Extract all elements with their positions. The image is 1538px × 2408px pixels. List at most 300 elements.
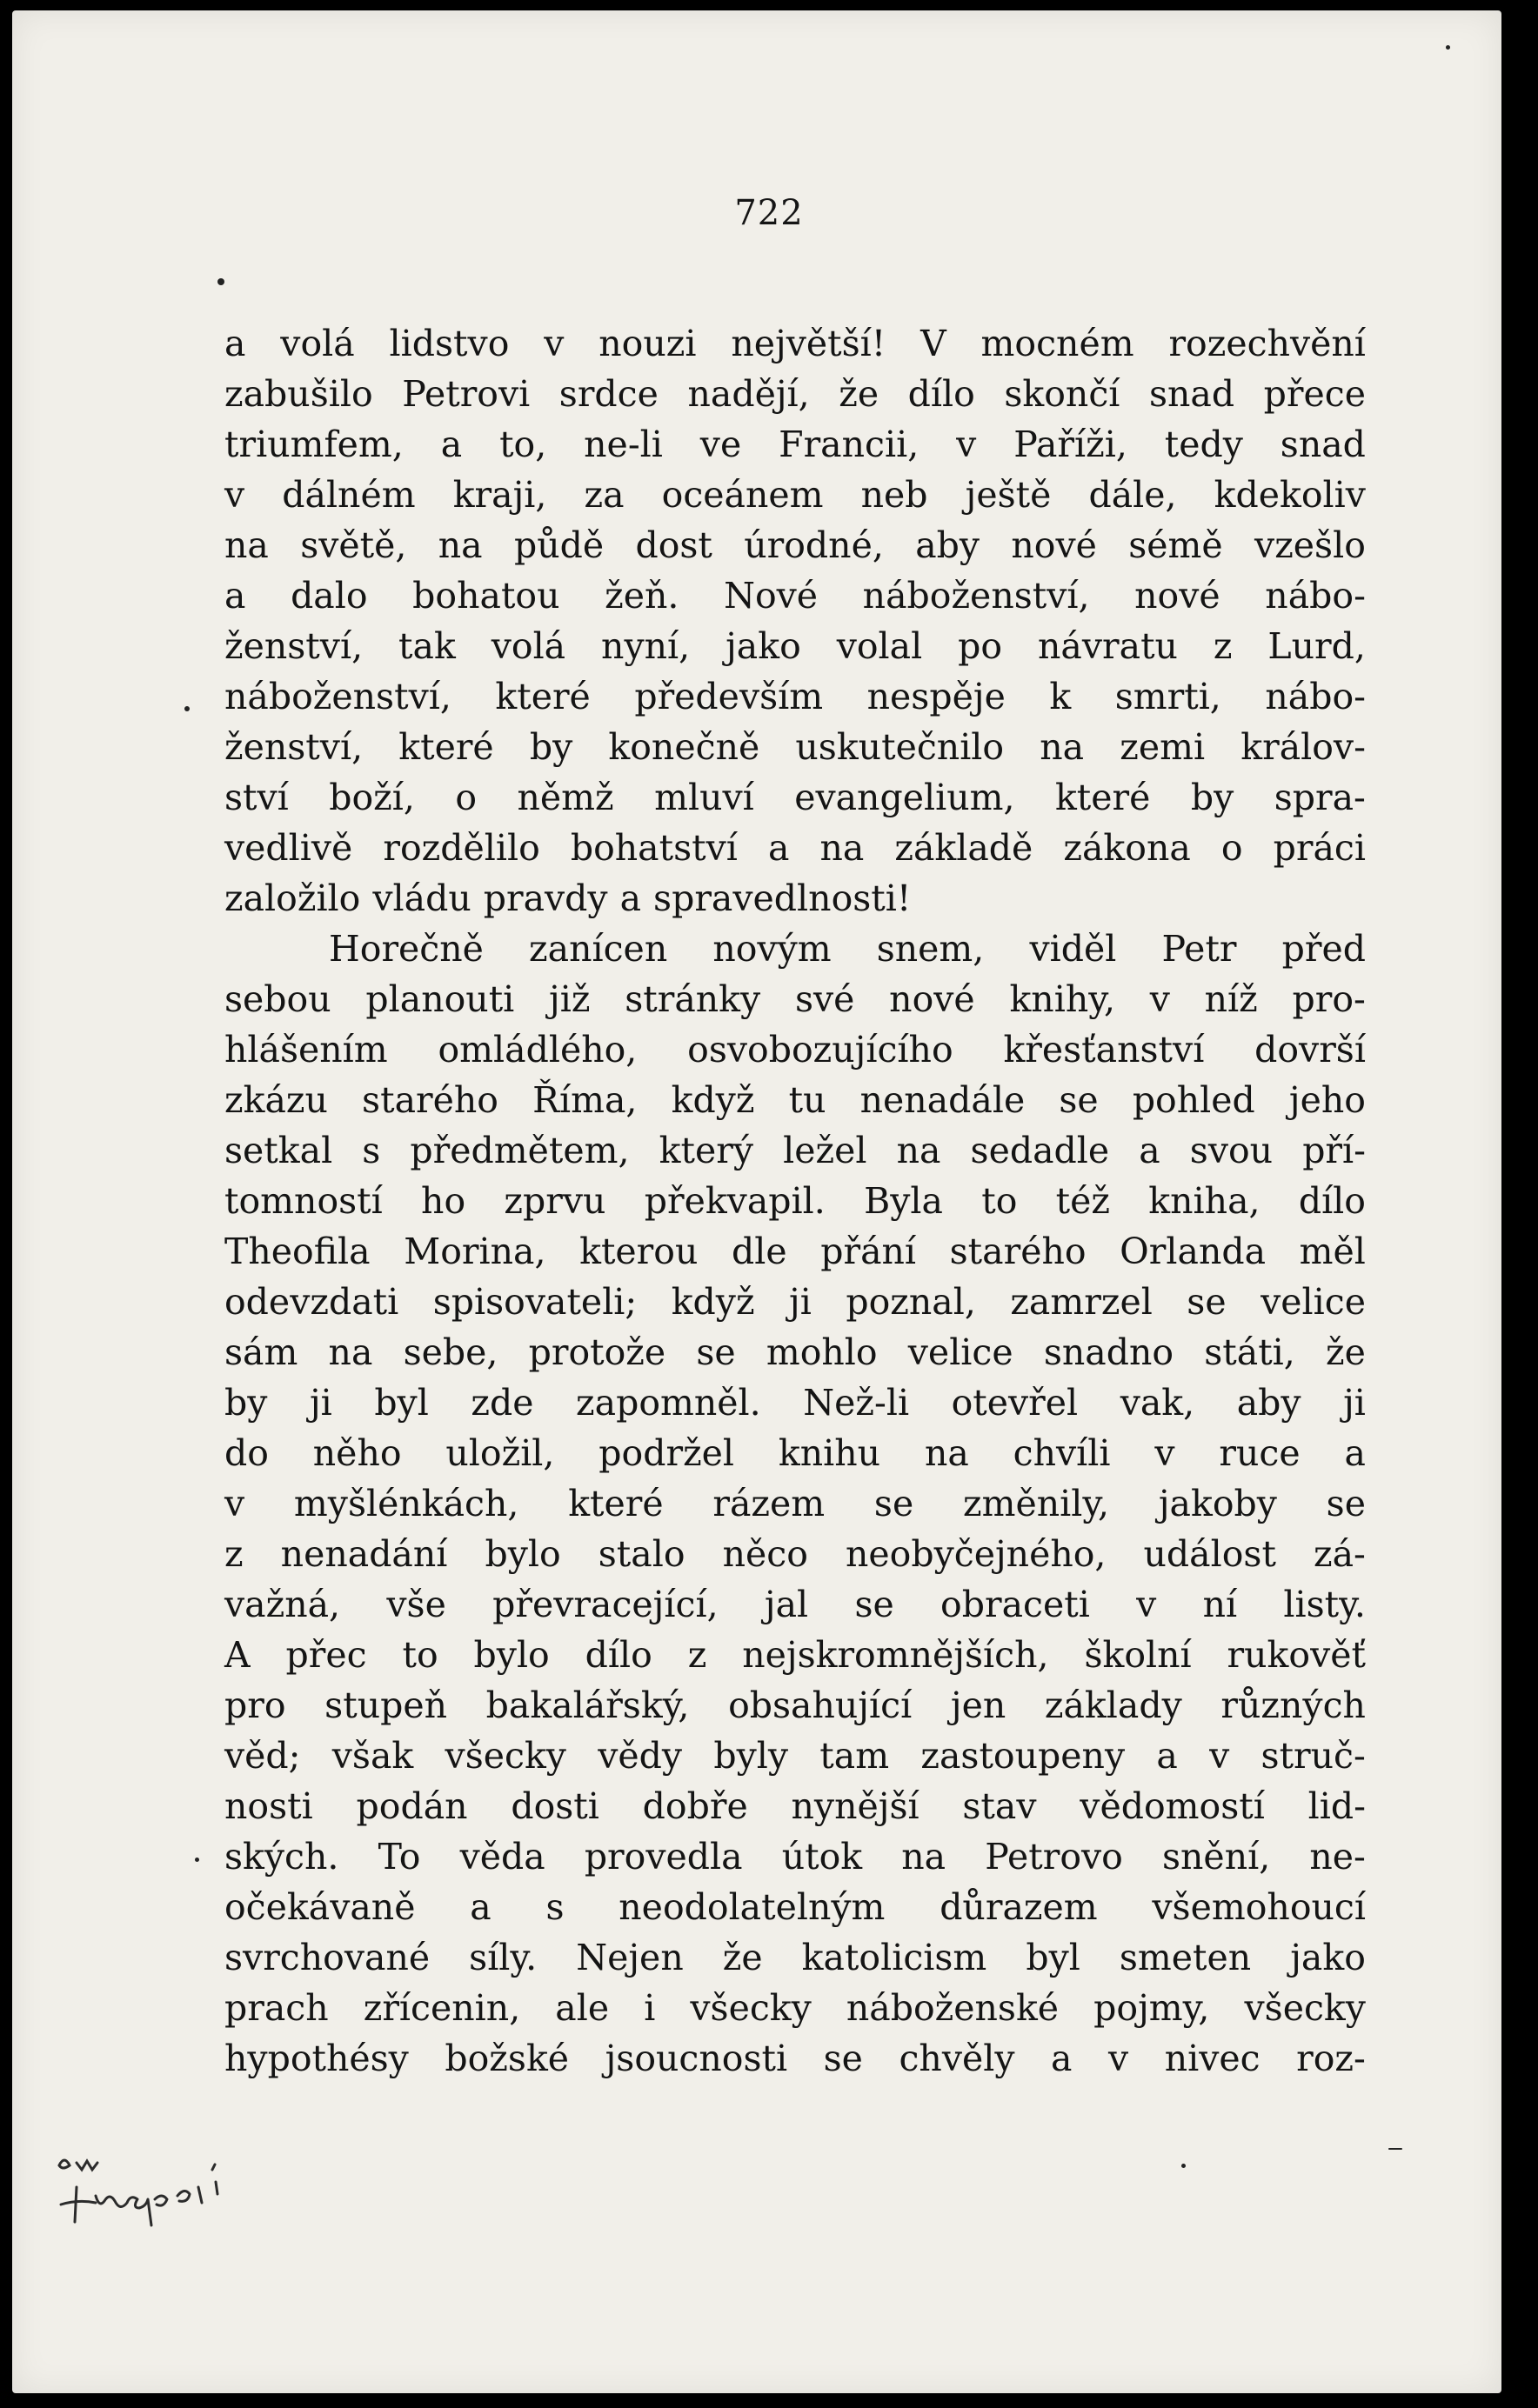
word: sémě [1128,524,1223,566]
word: Francii, [779,424,919,465]
word: tam [819,1735,890,1777]
word: v [544,323,565,364]
word: přání [820,1231,917,1272]
word: nouzi [598,323,697,364]
word: starého [362,1079,498,1121]
word: poznal, [846,1281,976,1323]
word: ne- [1309,1836,1366,1878]
word: hypothésy [224,2038,409,2079]
word: a [1139,1130,1160,1171]
word: důrazem [940,1886,1098,1928]
word: králov- [1240,726,1366,768]
word: Morina, [404,1231,546,1272]
word: ní [1202,1584,1238,1625]
word: Říma, [532,1079,638,1121]
text-line [224,520,1366,570]
word: srdce [558,373,659,415]
word: které [398,726,494,768]
word: překvapil. [644,1180,826,1222]
word: nábo- [1265,676,1366,717]
word: nyní, [601,625,691,667]
word: Petrovo [985,1836,1123,1878]
word: To [378,1836,421,1878]
word: mohlo [766,1331,878,1373]
word: žeň. [605,575,679,617]
page-number: 722 [734,193,804,233]
word: a [224,575,246,617]
word: dílo [907,373,975,415]
word: snem, [876,928,985,970]
word: vědomostí [1080,1785,1265,1827]
word: různých [1220,1684,1366,1726]
word: všecky [690,1987,812,2029]
word: struč- [1260,1735,1366,1777]
word: ležel [783,1130,867,1171]
word: Byla [864,1180,943,1222]
word: tomností [224,1180,383,1222]
word: pro [224,1684,286,1726]
word: to [402,1634,438,1676]
text-line [224,1882,1366,1932]
word: rukověť [1227,1634,1366,1676]
word: též [1055,1180,1111,1222]
word: předmětem, [410,1130,630,1171]
word: volá [280,323,355,364]
word: uskutečnilo [795,726,1005,768]
word: podržel [598,1432,735,1474]
text-line [224,1630,1366,1680]
word: odevzdati [224,1281,399,1323]
text-line [224,772,1366,823]
word: se [696,1331,736,1373]
word: Petrovi [402,373,531,415]
word: nové [1011,524,1097,566]
word: kdekoliv [1214,474,1366,516]
word: bylo [473,1634,550,1676]
word: síly. [469,1937,538,1978]
word: Než-li [803,1382,910,1424]
text-line [224,570,1366,621]
text-line [224,1478,1366,1529]
text-line [224,1125,1366,1176]
word: před [1281,928,1366,970]
word: největší! [731,323,886,364]
word: ho [421,1180,466,1222]
word: které [1054,777,1151,818]
word: především [634,676,824,717]
word: bohatou [412,575,560,617]
word: roz- [1296,2038,1366,2079]
text-line [224,1327,1366,1377]
word: Nejen [576,1937,684,1978]
word: dovrší [1254,1029,1366,1071]
word: o [455,777,478,818]
word: v [1149,978,1170,1020]
word: náboženství, [224,676,451,717]
word: křesťanství [1003,1029,1205,1071]
word: jako [726,625,801,667]
word: ještě [965,474,1052,516]
word: návratu [1038,625,1178,667]
word: změnily, [962,1483,1110,1524]
text-line [224,1277,1366,1327]
word: ruce [1219,1432,1301,1474]
word: po [958,625,1003,667]
word: ství [224,777,289,818]
word: sám [224,1331,298,1373]
word: svrchované [224,1937,431,1978]
word: nadějí, [687,373,810,415]
body-text [224,318,1366,2084]
word: se [1059,1079,1099,1121]
word: byl [374,1382,429,1424]
word: když [671,1079,755,1121]
word: mocném [980,323,1134,364]
word: A [224,1634,251,1676]
word: v [1209,1735,1230,1777]
word: vědy [598,1735,683,1777]
word: založilo [224,877,361,919]
word: že [1326,1331,1366,1373]
word: ji [1343,1382,1366,1424]
word: pojmy, [1093,1987,1210,2029]
word: vládu [372,877,471,919]
word: i [644,1987,656,2029]
word: v [1136,1584,1157,1625]
word: jakoby [1158,1483,1277,1524]
word: volal [836,625,923,667]
word: boží, [329,777,415,818]
word: Paříži, [1013,424,1127,465]
word: které [495,676,591,717]
text-line [224,823,1366,873]
word: v [224,474,245,516]
word: oceánem [661,474,824,516]
word: spisovateli; [432,1281,638,1323]
word: to, [499,424,547,465]
word: aby [1236,1382,1301,1424]
word: ji [789,1281,812,1323]
text-line [224,419,1366,470]
word: státi, [1204,1331,1295,1373]
word: který [659,1130,754,1171]
word: chvíli [1013,1432,1111,1474]
word: Petr [1161,928,1237,970]
word: jako [1290,1937,1366,1978]
word: vak, [1120,1382,1195,1424]
word: osvobozujícího [687,1029,953,1071]
word: o [1220,827,1243,869]
word: pro- [1292,978,1366,1020]
word: dílo [585,1634,652,1676]
word: skončí [1004,373,1120,415]
word: dále, [1088,474,1177,516]
word: útok [781,1836,863,1878]
word: kterou [579,1231,699,1272]
word: provedla [584,1836,743,1878]
word: byly [713,1735,789,1777]
word: se [854,1584,894,1625]
word: půdě [513,524,605,566]
word: volá [491,625,566,667]
word: zřícenin, [363,1987,521,2029]
word: vzešlo [1254,524,1366,566]
word: neodolatelným [619,1886,886,1928]
word: dobře [642,1785,748,1827]
word: a [619,877,642,919]
text-line [224,1529,1366,1579]
word: přec [285,1634,367,1676]
text-line [224,1831,1366,1882]
word: listy. [1283,1584,1366,1625]
word: hlášením [224,1029,388,1071]
word: základy [1044,1684,1182,1726]
word: by [1190,777,1234,818]
word: v [224,1483,245,1524]
word: na [819,827,865,869]
word: dalo [291,575,368,617]
word: nové [889,978,975,1020]
word: ských. [224,1836,339,1878]
word: že [839,373,879,415]
word: světě, [300,524,407,566]
word: neobyčejného, [845,1533,1107,1575]
word: podán [356,1785,468,1827]
word: s [545,1886,565,1928]
word: na [328,1331,373,1373]
handwritten-margin-note [42,2126,303,2257]
word: bylo [485,1533,561,1575]
word: zanícen [529,928,668,970]
word: a [440,424,463,465]
word: do [224,1432,269,1474]
text-line [224,1075,1366,1125]
text-line [224,1983,1366,2033]
word: nespěje [866,676,1006,717]
word: važná, [224,1584,341,1625]
word: zemi [1120,726,1206,768]
word: svou [1189,1130,1274,1171]
word: ženství, [224,625,364,667]
word: stránky [625,978,761,1020]
word: které [568,1483,664,1524]
word: protože [528,1331,666,1373]
word: božské [445,2038,570,2079]
text-line [224,1579,1366,1630]
word: kniha, [1148,1180,1260,1222]
word: zamrzel [1010,1281,1153,1323]
word: spravedlnosti! [653,877,912,919]
word: aby [915,524,980,566]
word: vše [386,1584,446,1625]
word: zkázu [224,1079,328,1121]
word: nejskromnějších, [742,1634,1049,1676]
word: katolicism [801,1937,987,1978]
word: základě [894,827,1033,869]
word: na [901,1836,946,1878]
word: sebou [224,978,331,1020]
word: konečně [608,726,760,768]
word: na [896,1130,941,1171]
word: ale [555,1987,610,2029]
text-line [224,2033,1366,2084]
word: knihu [778,1432,881,1474]
word: stav [962,1785,1037,1827]
word: ne-li [584,424,663,465]
text-line [224,1428,1366,1478]
word: níž [1204,978,1258,1020]
word: mluví [654,777,754,818]
text-line [224,1176,1366,1226]
word: by [529,726,573,768]
word: lidstvo [389,323,510,364]
text-line [224,974,1366,1024]
text-line [224,924,1366,974]
word: smrti, [1114,676,1221,717]
word: pravdy [483,877,608,919]
text-line [224,1932,1366,1983]
word: jen [950,1684,1006,1726]
word: když [671,1281,755,1323]
text-line [224,1377,1366,1428]
word: na [438,524,483,566]
word: kraji, [452,474,547,516]
word: nábo- [1265,575,1366,617]
word: omládlého, [438,1029,638,1071]
word: náboženství, [862,575,1090,617]
word: věd; [224,1735,301,1777]
word: sedadle [970,1130,1110,1171]
word: snad [1148,373,1235,415]
text-line [224,369,1366,419]
word: však [331,1735,414,1777]
word: za [584,474,625,516]
word: úrodné, [744,524,884,566]
word: nové [1134,575,1220,617]
word: ženství, [224,726,364,768]
text-line [224,722,1366,772]
word: a [1156,1735,1178,1777]
word: bohatství [570,827,738,869]
word: lid- [1307,1785,1366,1827]
word: starého [949,1231,1087,1272]
word: velice [1260,1281,1366,1323]
word: z [687,1634,707,1676]
word: obraceti [940,1584,1090,1625]
word: Orlanda [1120,1231,1267,1272]
word: uložil, [445,1432,555,1474]
word: a [1051,2038,1073,2079]
word: již [549,978,591,1020]
word: otevřel [951,1382,1079,1424]
word: nivec [1164,2038,1260,2079]
word: tu [788,1079,826,1121]
word: věda [459,1836,545,1878]
word: v [956,424,977,465]
word: k [1049,676,1072,717]
word: Horečně [329,928,484,970]
word: snění, [1161,1836,1271,1878]
word: se [873,1483,914,1524]
word: s [362,1130,381,1171]
word: a [1344,1432,1366,1474]
word: jal [764,1584,809,1625]
word: převracející, [492,1584,719,1625]
word: zprvu [504,1180,606,1222]
word: neb [860,474,928,516]
word: pří- [1302,1130,1366,1171]
word: zákona [1063,827,1191,869]
word: smeten [1119,1937,1252,1978]
text-line [224,621,1366,671]
word: rozdělilo [383,827,540,869]
word: snadno [1043,1331,1174,1373]
word: dosti [511,1785,599,1827]
word: z [224,1533,244,1575]
text-line [224,1680,1366,1731]
word: tak [398,625,456,667]
word: všemohoucí [1152,1886,1366,1928]
word: němž [517,777,614,818]
word: pohled [1132,1079,1255,1121]
text-line [224,470,1366,520]
word: rozechvění [1168,323,1366,364]
word: měl [1299,1231,1366,1272]
word: zabušilo [224,373,373,415]
text-line [224,1781,1366,1831]
word: a [470,1886,491,1928]
word: novým [712,928,832,970]
word: stupeň [324,1684,448,1726]
text-line [224,671,1366,722]
word: něho [312,1432,402,1474]
text-line [224,1731,1366,1781]
word: událost [1143,1533,1276,1575]
word: Theofila [224,1231,371,1272]
word: rázem [712,1483,826,1524]
word: vedlivě [224,827,353,869]
word: všecky [1244,1987,1366,2029]
word: dle [731,1231,787,1272]
word: viděl [1029,928,1117,970]
word: chvěly [899,2038,1015,2079]
word: všecky [445,1735,566,1777]
word: ji [309,1382,332,1424]
word: V [920,323,946,364]
word: přece [1263,373,1366,415]
word: a [224,323,246,364]
word: myšlénkách, [293,1483,519,1524]
word: na [1040,726,1085,768]
word: bakalářský, [485,1684,690,1726]
word: jeho [1288,1079,1366,1121]
word: tedy [1164,424,1243,465]
word: planouti [365,978,515,1020]
word: dílo [1298,1180,1366,1222]
word: Lurd, [1267,625,1366,667]
word: práci [1273,827,1366,869]
word: dost [635,524,712,566]
word: v [1108,2038,1129,2079]
word: triumfem, [224,424,404,465]
word: se [823,2038,863,2079]
word: zde [471,1382,534,1424]
word: zá- [1314,1533,1366,1575]
handwriting-scribble [42,2126,303,2257]
word: obsahující [728,1684,913,1726]
text-line [224,873,1366,924]
word: stalo [598,1533,685,1575]
